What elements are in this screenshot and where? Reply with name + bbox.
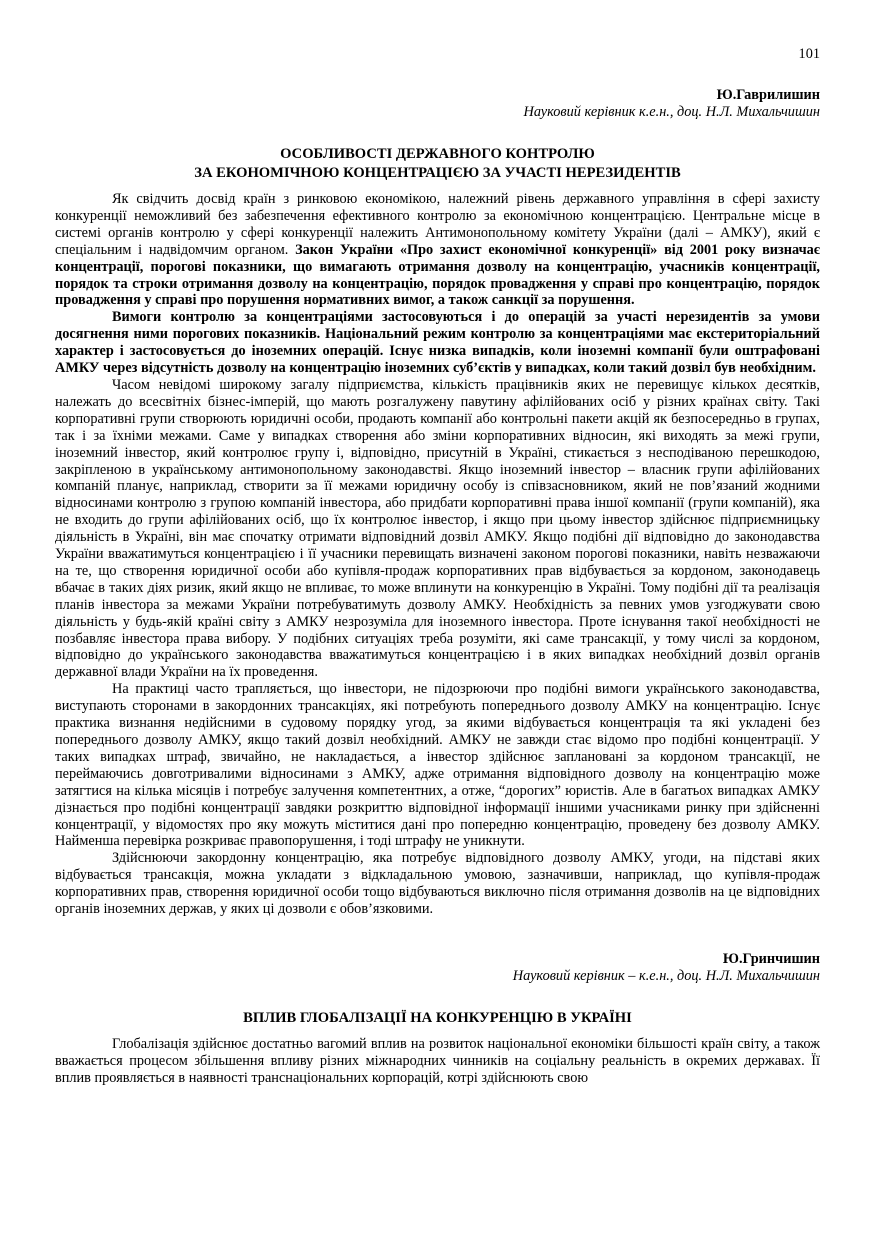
article-title [55, 1009, 820, 1028]
article-body [55, 1036, 820, 1087]
bold-text-run: Вимоги контролю за концентраціями застосовуються і до операцій за участі нерезидентів за умови досягнення ними порогових показників. Національний режим контролю за концентраціями має екстериторіальний характер і застосовується до іноземних операцій. Існує низка випадків, коли іноземні компанії були оштрафовані АМКУ через відсутність дозволу на концентрацію іноземних суб’єктів у випадках, коли такий дозвіл був необхідним. [55, 309, 820, 377]
page-number: 101 [798, 46, 820, 62]
paragraph [55, 850, 820, 918]
supervisor-line: Науковий керівник к.е.н., доц. Н.Л. Михальчишин [523, 104, 820, 120]
text-run: Як свідчить досвід країн з ринковою економікою, належний рівень державного управління в сфері захисту конкуренції неможливий без забезпечення ефективного контролю за економічною концентрацією. Центральне місце в системі органів контролю у сфері конкуренції належить Антимонопольному комітету України (далі – АМКУ), який є спеціальним і надвідомчим органом. [55, 191, 820, 258]
paragraph [55, 377, 820, 681]
text-run: Часом невідомі широкому загалу підприємства, кількість працівників яких не перевищує кількох десятків, належать до всесвітніх бізнес-імперій, що мають розгалужену павутину афілійованих осіб у різних країнах світу. Такі корпоративні групи створюють юридичні особи, продають компанії або контрольні пакети акцій як безпосередньо в групах, так і за їхніми межами. Саме у випадках створення або зміни корпоративних відносин, які виходять за межі групи, іноземний інвестор, який контролює групу і, відповідно, присутній в Україні, стикається з несподіваною перешкодою, закріпленою в українському антимонопольному законодавстві. Якщо іноземний інвестор – власник групи афілійованих компаній планує, наприклад, створити за її межами юридичну особу із співзасновником, який не пов’язаний жодними відносинами контролю з групою компаній інвестора, або придбати корпоративні права іншої компанії (групи компаній), яка не входить до групи афілійованих осіб, що їх контролює інвестор, і якщо при цьому інвестор здійснює підприємницьку діяльність в Україні, він має спочатку отримати відповідний дозвіл АМКУ. Якщо подібні дії відповідно до законодавства України вважатимуться концентрацією і її учасники перевищать визначені законом порогові показники, навіть незважаючи на те, що створення юридичної особи або купівля-продаж корпоративних прав відбувається за кордоном, законодавець вбачає в таких діях ризик, який якщо не впливає, то може вплинути на конкуренцію в Україні. Тому подібні дії та реалізація планів інвестора за межами України потребуватимуть дозволу АМКУ. Необхідність за певних умов узгоджувати свою діяльність у будь-якій країні світу з АМКУ незрозуміла для іноземного інвестора. Проте існування такої необхідності не позбавляє інвестора права вибору. У подібних ситуаціях треба розуміти, які саме трансакції, у тому числі за кордоном, відповідно до українського законодавства вважатимуться концентрацією і в яких випадках необхідний дозвіл органів державної влади України на їх проведення. [55, 376, 820, 681]
author-name: Ю.Гринчишин [722, 950, 820, 967]
article-section-1 [55, 87, 820, 918]
bold-text-run: Закон України «Про захист економічної конкуренції» від 2001 року визначає концентрації, порогові показники, що вимагають отримання дозволу на концентрацію, учасників концентрації, порядок та строки отримання дозволу на концентрацію, порядок провадження у справі про концентрацію, порядок провадження у справі про порушення нормативних вимог, а також санкції за порушення. [55, 241, 820, 309]
text-run: Здійснюючи закордонну концентрацію, яка потребує відповідного дозволу АМКУ, угоди, на підставі яких відбувається трансакція, можна укладати з відкладальною умовою, зазначивши, наприклад, що купівля-продаж корпоративних прав, створення юридичної особи тощо відбуваються виключно після отримання дозволів на це відповідних органів іноземних держав, у яких ці дозволи є обов’язковими. [55, 850, 820, 918]
paragraph [55, 191, 820, 309]
title-line-2: ЗА ЕКОНОМІЧНОЮ КОНЦЕНТРАЦІЄЮ ЗА УЧАСТІ НЕРЕЗИДЕНТІВ [194, 164, 681, 181]
text-run: Глобалізація здійснює достатньо вагомий вплив на розвиток національної економіки більшості країн світу, а також вважається процесом збільшення впливу різних міжнародних чинників на соціальну реальність в окремих державах. Її вплив проявляється в наявності транснаціональних корпорацій, котрі здійснюють свою [55, 1036, 820, 1087]
article-section-2 [55, 951, 820, 1087]
author-name: Ю.Гаврилишин [716, 87, 820, 103]
paragraph [55, 1036, 820, 1087]
article-title [55, 145, 820, 182]
title-line-1: ВПЛИВ ГЛОБАЛІЗАЦІЇ НА КОНКУРЕНЦІЮ В УКРАЇНІ [243, 1009, 632, 1026]
paragraph [55, 309, 820, 377]
text-run: На практиці часто трапляється, що інвестори, не підозрюючи про подібні вимоги українського законодавства, виступають сторонами в закордонних трансакціях, які потребують попереднього дозволу АМКУ на концентрацію. Існує практика визнання недійсними в судовому порядку угод, за якими відбувається концентрація та які укладені без попереднього дозволу АМКУ, якщо такий дозвіл необхідний. АМКУ не завжди стає відомо про подібні концентрації. У таких випадках штраф, звичайно, не накладається, а інвестор здійснює заплановані за кордоном трансакції, не переймаючись довготривалими відносинами з АМКУ, адже отримання відповідного дозволу на концентрацію може затягтися на кілька місяців і потребує залучення компетентних, а отже, “дорогих” юристів. Але в багатьох випадках АМКУ дізнається про подібні концентрації завдяки розкриттю відповідної інформації іншими учасниками ринку при здійсненні концентрації, у відомостях про яку можуть міститися дані про попередню концентрацію, проведену без дозволу АМКУ. Найменша перевірка розкриває правопорушення, і тоді штрафу не уникнути. [55, 681, 820, 850]
article-body [55, 191, 820, 918]
paragraph [55, 681, 820, 850]
supervisor-line: Науковий керівник – к.е.н., доц. Н.Л. Михальчишин [512, 967, 820, 984]
title-line-1: ОСОБЛИВОСТІ ДЕРЖАВНОГО КОНТРОЛЮ [280, 146, 595, 162]
